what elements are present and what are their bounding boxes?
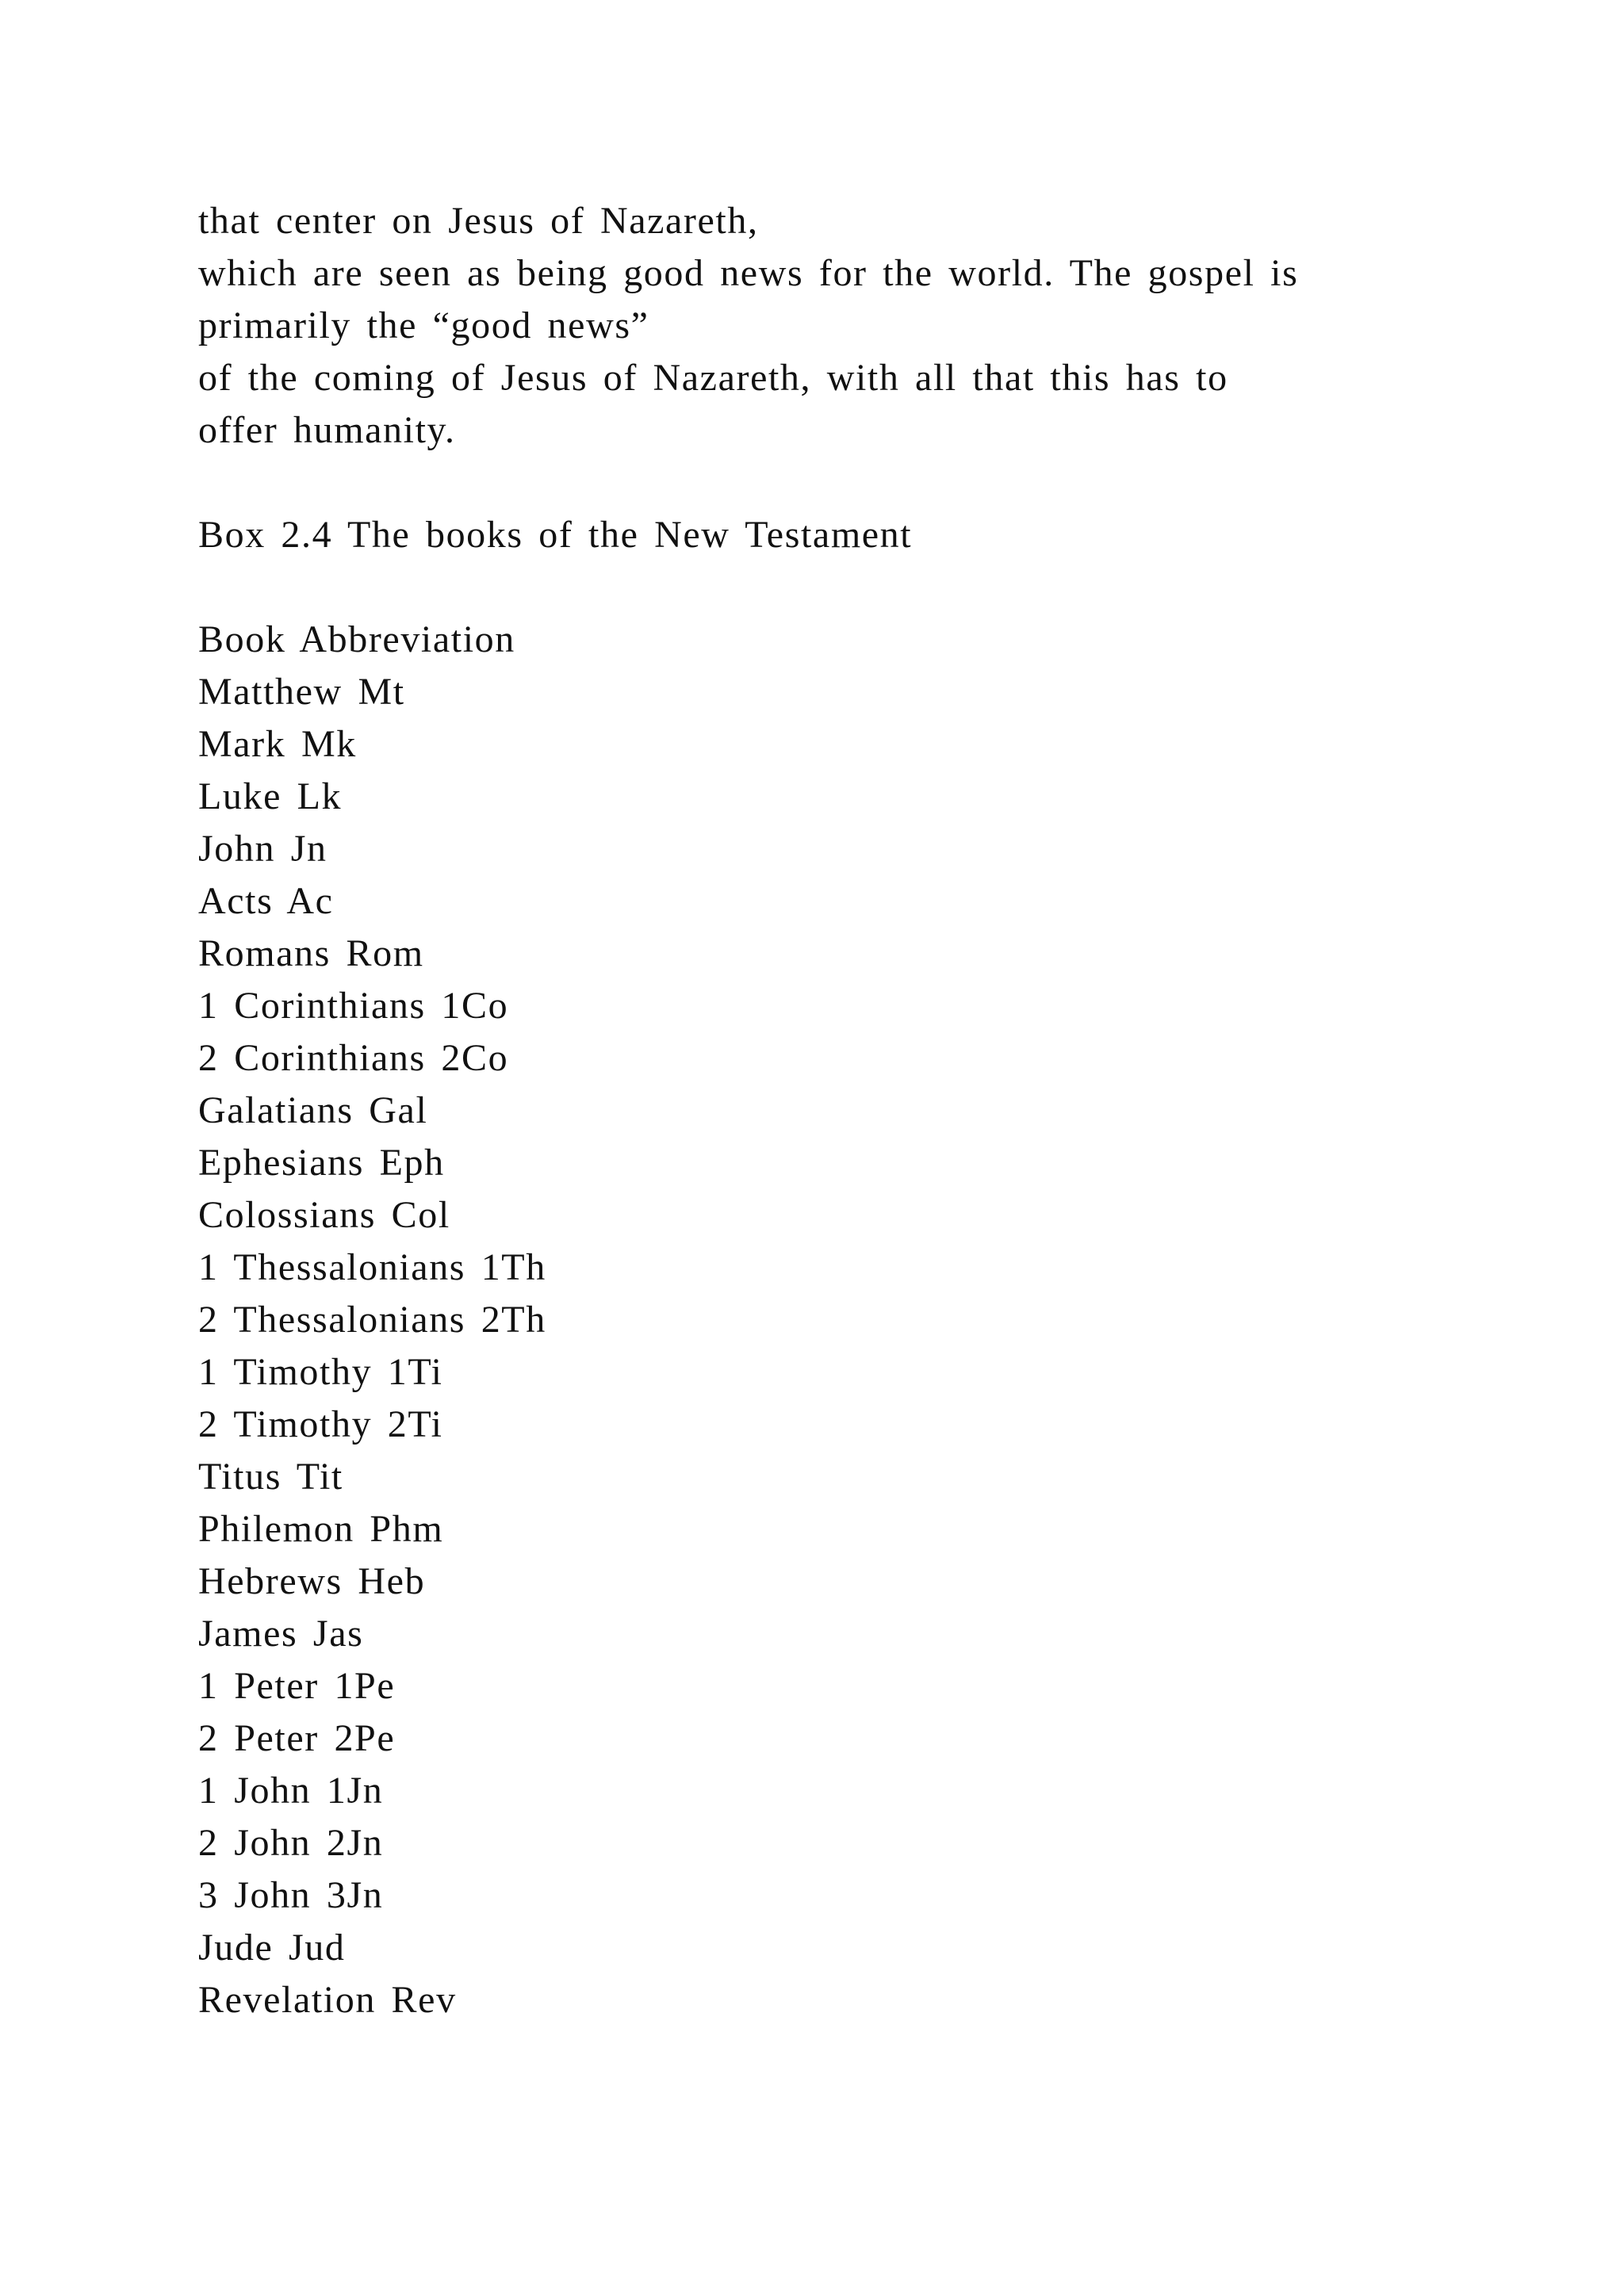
- header-abbreviation: Abbreviation: [299, 618, 515, 660]
- table-row: [198, 1032, 1435, 1085]
- book-name: Revelation: [198, 1979, 376, 2021]
- book-name: John: [198, 828, 276, 870]
- book-abbreviation: Gal: [369, 1089, 428, 1131]
- book-abbreviation: 2Ti: [387, 1403, 443, 1445]
- table-row: [198, 1503, 1435, 1556]
- paragraph-line: offer humanity.: [198, 409, 456, 451]
- table-row: [198, 1974, 1435, 2026]
- books-table: [198, 614, 1435, 2026]
- book-name: 2 John: [198, 1822, 312, 1864]
- book-abbreviation: Rom: [346, 932, 424, 974]
- book-abbreviation: Heb: [358, 1560, 426, 1602]
- table-row: [198, 980, 1435, 1032]
- spacer: [198, 561, 1435, 614]
- book-abbreviation: 2Co: [441, 1037, 509, 1079]
- book-abbreviation: Phm: [370, 1508, 444, 1550]
- book-abbreviation: Mk: [301, 723, 357, 765]
- book-name: Colossians: [198, 1194, 377, 1236]
- table-row: [198, 666, 1435, 718]
- table-header-row: [198, 614, 1435, 666]
- book-abbreviation: Eph: [379, 1142, 445, 1184]
- book-name: 3 John: [198, 1874, 312, 1916]
- book-name: Titus: [198, 1456, 282, 1498]
- table-row: [198, 1556, 1435, 1608]
- table-row: [198, 1712, 1435, 1765]
- book-name: 1 Timothy: [198, 1351, 373, 1393]
- book-name: Jude: [198, 1927, 274, 1969]
- book-name: 1 Corinthians: [198, 985, 426, 1027]
- book-abbreviation: 2Th: [481, 1299, 546, 1341]
- intro-paragraph: [198, 195, 1435, 457]
- table-row: [198, 771, 1435, 823]
- table-row: [198, 1346, 1435, 1399]
- table-row: [198, 875, 1435, 928]
- book-abbreviation: Jas: [312, 1613, 364, 1655]
- book-name: 1 John: [198, 1770, 312, 1812]
- book-abbreviation: 1Ti: [387, 1351, 443, 1393]
- book-abbreviation: 3Jn: [326, 1874, 384, 1916]
- book-name: Matthew: [198, 671, 343, 713]
- book-name: Romans: [198, 932, 331, 974]
- book-name: 2 Timothy: [198, 1403, 373, 1445]
- book-name: 1 Thessalonians: [198, 1246, 466, 1288]
- book-name: Luke: [198, 775, 282, 817]
- table-row: [198, 1294, 1435, 1346]
- table-row: [198, 1817, 1435, 1869]
- box-title: Box 2.4 The books of the New Testament: [198, 514, 913, 556]
- book-abbreviation: 1Th: [481, 1246, 546, 1288]
- book-name: Ephesians: [198, 1142, 365, 1184]
- book-abbreviation: Mt: [358, 671, 405, 713]
- book-abbreviation: Rev: [391, 1979, 457, 2021]
- table-row: [198, 823, 1435, 875]
- table-row: [198, 1608, 1435, 1660]
- table-row: [198, 1137, 1435, 1189]
- book-abbreviation: 2Jn: [326, 1822, 384, 1864]
- books-list: [198, 666, 1435, 2026]
- book-name: 2 Peter: [198, 1717, 319, 1759]
- table-row: [198, 1660, 1435, 1712]
- header-book: Book: [198, 618, 286, 660]
- book-name: 2 Thessalonians: [198, 1299, 466, 1341]
- book-name: Acts: [198, 880, 274, 922]
- book-name: Philemon: [198, 1508, 354, 1550]
- table-row: [198, 1085, 1435, 1137]
- table-row: [198, 1922, 1435, 1974]
- book-abbreviation: Tit: [296, 1456, 343, 1498]
- book-abbreviation: 2Pe: [334, 1717, 396, 1759]
- book-abbreviation: 1Jn: [326, 1770, 384, 1812]
- book-abbreviation: 1Co: [441, 985, 509, 1027]
- book-name: 1 Peter: [198, 1665, 319, 1707]
- book-abbreviation: Jud: [289, 1927, 346, 1969]
- paragraph-line: primarily the “good news”: [198, 304, 649, 346]
- book-abbreviation: Lk: [297, 775, 343, 817]
- table-row: [198, 928, 1435, 980]
- book-name: Galatians: [198, 1089, 354, 1131]
- table-row: [198, 1765, 1435, 1817]
- book-name: 2 Corinthians: [198, 1037, 426, 1079]
- table-row: [198, 1242, 1435, 1294]
- book-name: James: [198, 1613, 298, 1655]
- book-abbreviation: Col: [391, 1194, 450, 1236]
- table-row: [198, 718, 1435, 771]
- book-abbreviation: 1Pe: [334, 1665, 396, 1707]
- table-row: [198, 1189, 1435, 1242]
- paragraph-line: which are seen as being good news for the world. The gospel is: [198, 252, 1299, 294]
- book-name: Mark: [198, 723, 286, 765]
- document-body: [198, 195, 1435, 2026]
- paragraph-line: that center on Jesus of Nazareth,: [198, 200, 759, 242]
- book-abbreviation: Jn: [290, 828, 327, 870]
- table-row: [198, 1869, 1435, 1922]
- book-abbreviation: Ac: [286, 880, 334, 922]
- book-name: Hebrews: [198, 1560, 343, 1602]
- table-row: [198, 1399, 1435, 1451]
- table-row: [198, 1451, 1435, 1503]
- paragraph-line: of the coming of Jesus of Nazareth, with all that this has to: [198, 357, 1228, 399]
- spacer: [198, 457, 1435, 509]
